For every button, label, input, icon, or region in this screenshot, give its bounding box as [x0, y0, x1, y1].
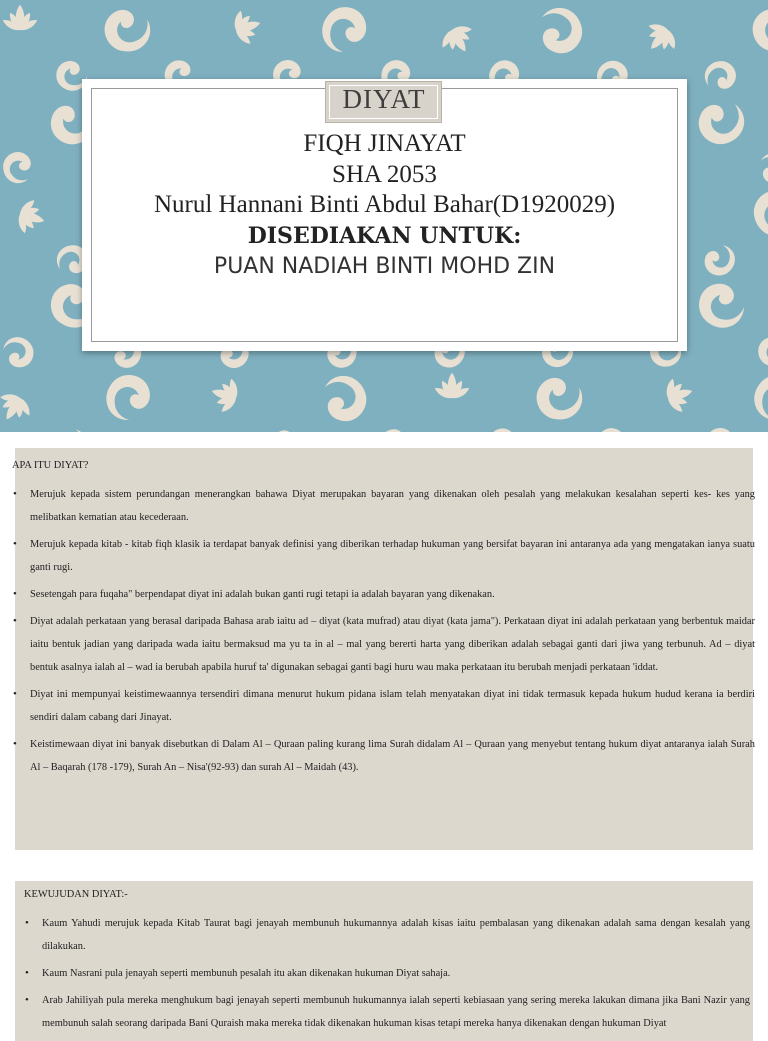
lecturer-name: PUAN NADIAH BINTI MOHD ZIN [213, 254, 556, 279]
list-item: • Arab Jahiliyah pula mereka menghukum bagi jenayah seperti membunuh hukumannya ialah seperti kebiasaan yang sering mereka lakukan dimana jika Bani Nazir yang membunuh salah seorang daripada Bani Quraish maka mereka tidak dikenakan hukuman kisas tetapi mereka hanya dikenakan dengan hukuman Diyat [15, 989, 753, 1035]
paisley-shape [159, 423, 201, 432]
existence-panel [15, 881, 753, 1041]
paisley-shape [379, 427, 413, 432]
paisley-shape [756, 335, 768, 369]
paisley-shape [745, 183, 768, 245]
bullet-icon: • [13, 615, 17, 627]
bullet-icon: • [25, 917, 29, 929]
paisley-shape [644, 0, 687, 5]
paisley-shape [529, 368, 590, 428]
paisley-shape [1, 335, 36, 370]
bullet-icon: • [25, 994, 29, 1006]
paisley-shape [212, 0, 255, 6]
list-item: • Merujuk kepada kitab - kitab fiqh klasik ia terdapat banyak definisi yang diberikan terhadap hukuman yang bersifat bayaran ini antaranya ada yang mengatakan ianya suatu ganti rugi. [13, 533, 757, 579]
title-slide [0, 0, 768, 432]
bullet-list [15, 483, 753, 779]
bullet-icon: • [25, 967, 29, 979]
bullet-icon: • [13, 538, 17, 550]
paisley-shape [753, 374, 768, 421]
paisley-shape [2, 0, 34, 1]
list-item: • Diyat adalah perkataan yang berasal daripada Bahasa arab iaitu ad – diyat (kata mufrad) atau diyat (kata jama"). Perkataan diyat ini adalah perkataan yang berbentuk maidar iaitu bentuk jadian yang daripada wada iaitu bermaksud ma yu ta in al – mal yang bererti harta yang diberikan adalah sebagai ganti dari jiwa yang terbunuh. Ad – diyat bentuk asalnya ialah al – wad ia berubah apabila huruf ta' digunakan sebagai ganti bagi huru wau maka perkataan itu berubah menjadi perkataan 'iddat. [13, 610, 757, 679]
paisley-shape [746, 1, 768, 59]
paisley-shape [107, 0, 145, 4]
paisley-shape [54, 426, 90, 432]
paisley-shape [321, 6, 367, 53]
paisley-shape [698, 283, 745, 329]
list-item: • Sesetengah para fuqaha" berpendapat diyat ini adalah bukan ganti rugi tetapi ia adalah bayaran yang dikenakan. [13, 583, 757, 606]
course-name: FIQH JINAYAT [303, 130, 466, 157]
prepared-for-label: DISEDIAKAN UNTUK: [247, 223, 522, 249]
list-item: • Keistimewaan diyat ini banyak disebutkan di Dalam Al – Quraan paling kurang lima Surah didalam Al – Quraan yang menyebut tentang hukum diyat antaranya ialah Surah Al – Baqarah (178 -179), Surah An – Nisa'(92-93) dan surah Al – Maidah (43). [13, 733, 757, 779]
bullet-list [15, 912, 753, 1035]
paisley-shape [485, 425, 523, 432]
paisley-shape [591, 422, 634, 432]
list-item: • Kaum Nasrani pula jenayah seperti membunuh pesalah itu akan dikenakan hukuman Diyat sahaja. [15, 962, 753, 985]
bullet-icon: • [13, 738, 17, 750]
panel-heading: APA ITU DIYAT? [12, 460, 89, 471]
paisley-shape [105, 374, 151, 421]
definition-panel [12, 448, 755, 850]
paisley-shape [754, 148, 768, 189]
paisley-shape [700, 423, 741, 432]
bullet-icon: • [13, 588, 17, 600]
paisley-shape [754, 0, 768, 4]
paisley-shape [97, 0, 158, 60]
bullet-icon: • [13, 488, 17, 500]
paisley-shape [267, 423, 308, 432]
student-name: Nurul Hannani Binti Abdul Bahar(D1920029) [153, 191, 616, 218]
paisley-shape [538, 0, 577, 3]
panel-heading: KEWUJUDAN DIYAT:- [24, 889, 128, 900]
paisley-shape [321, 0, 361, 4]
bullet-icon: • [13, 688, 17, 700]
list-item: • Diyat ini mempunyai keistimewaannya tersendiri dimana menurut hukum pidana islam telah menyatakan diyat ini tidak termasuk kepada hukum hudud kerana ia berdiri sendiri dalam cabang dari Jinayat. [13, 683, 757, 729]
course-code: SHA 2053 [332, 161, 437, 188]
paisley-shape [529, 0, 591, 61]
list-item: • Kaum Yahudi merujuk kepada Kitab Taurat bagi jenayah membunuh hukumannya adalah kisas iaitu pembalasan yang dikenakan adalah sama dengan kesalah yang dilakukan. [15, 912, 753, 958]
list-item: • Merujuk kepada sistem perundangan menerangkan bahawa Diyat merupakan bayaran yang dikenakan oleh pesalah yang melakukan kesalahan seperti kes- kes yang melibatkan kematian atau kecederaan. [13, 483, 757, 529]
slide-title: DIYAT [342, 84, 426, 114]
paisley-shape [314, 368, 375, 428]
paisley-shape [0, 146, 39, 189]
paisley-shape [702, 243, 737, 278]
